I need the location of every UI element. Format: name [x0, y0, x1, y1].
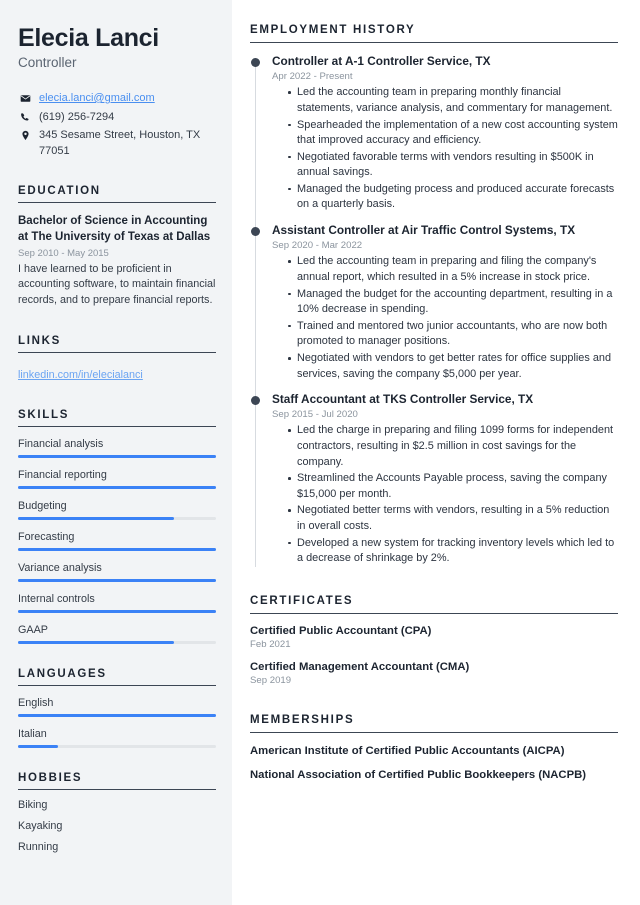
certificate-name: Certified Management Accountant (CMA): [250, 660, 470, 673]
job-bullet-list: [272, 85, 618, 213]
candidate-name: Elecia Lanci: [18, 24, 159, 52]
job-bullet: Led the accounting team in preparing and filing the company's annual report, which resulted in a 5% increase in stock price.: [288, 254, 618, 285]
skill-level-fill: [18, 641, 174, 644]
job-bullet-list: [272, 254, 618, 382]
sidebar: [0, 0, 232, 905]
skills-heading: SKILLS: [18, 409, 216, 427]
job-title: Controller at A-1 Controller Service, TX: [272, 54, 491, 68]
language-item: [18, 697, 216, 717]
skill-level-fill: [18, 486, 216, 489]
skill-level-track: [18, 641, 216, 644]
employment-history-heading: EMPLOYMENT HISTORY: [250, 24, 618, 43]
hobbies-list: [18, 799, 216, 853]
job-bullet: Negotiated better terms with vendors, resulting in a 5% reduction in overall costs.: [288, 503, 618, 534]
skill-item: [18, 562, 216, 582]
skill-item: [18, 469, 216, 489]
contact-email-row[interactable]: [18, 91, 216, 107]
skill-level-track: [18, 610, 216, 613]
skill-label: Financial reporting: [18, 468, 107, 481]
candidate-job-title: Controller: [18, 55, 77, 70]
skill-level-fill: [18, 517, 174, 520]
skill-level-track: [18, 486, 216, 489]
job-bullet: Negotiated with vendors to get better rates for office supplies and services, saving the company $5,000 per year.: [288, 351, 618, 382]
skill-level-fill: [18, 548, 216, 551]
memberships-list: [250, 745, 618, 781]
job-date: Sep 2020 - Mar 2022: [272, 240, 363, 252]
job-bullet: Managed the budget for the accounting department, resulting in a 10% decrease in spending.: [288, 287, 618, 318]
links-heading: LINKS: [18, 335, 216, 353]
hobby-item: Running: [18, 840, 59, 853]
map-pin-icon: [18, 128, 33, 141]
skill-item: [18, 593, 216, 613]
education-heading: EDUCATION: [18, 185, 216, 203]
language-label: English: [18, 696, 54, 709]
certificate-item: [250, 661, 618, 686]
job-bullet: Spearheaded the implementation of a new cost accounting system that improved accuracy and efficiency.: [288, 118, 618, 149]
job-entry: [250, 392, 618, 567]
hobbies-heading: HOBBIES: [18, 772, 216, 790]
skill-level-track: [18, 455, 216, 458]
hobby-item: Kayaking: [18, 819, 63, 832]
skill-level-fill: [18, 579, 216, 582]
contact-address-row: [18, 128, 216, 159]
envelope-icon: [18, 91, 33, 104]
language-level-track: [18, 714, 216, 717]
certificate-date: Feb 2021: [250, 638, 291, 650]
contact-email-text[interactable]: elecia.lanci@gmail.com: [39, 92, 155, 104]
job-bullet: Trained and mentored two junior accountants, who are now both promoted to manager positions.: [288, 319, 618, 350]
certificate-name: Certified Public Accountant (CPA): [250, 624, 432, 637]
main-content: [232, 0, 640, 905]
contact-address-text: 345 Sesame Street, Houston, TX 77051: [39, 129, 201, 157]
skill-item: [18, 438, 216, 458]
job-title: Assistant Controller at Air Traffic Control Systems, TX: [272, 223, 576, 238]
certificate-date: Sep 2019: [250, 674, 292, 686]
contact-phone-text: (619) 256-7294: [39, 110, 115, 123]
skill-level-track: [18, 579, 216, 582]
skill-level-track: [18, 517, 216, 520]
job-entry: [250, 54, 618, 213]
hobby-item: Biking: [18, 798, 48, 811]
job-bullet: Led the accounting team in preparing monthly financial statements, variance analysis, and commentary for management.: [288, 85, 618, 116]
membership-item: American Institute of Certified Public Accountants (AICPA): [250, 744, 565, 757]
skill-label: GAAP: [18, 623, 49, 636]
education-entry: [18, 214, 216, 308]
job-entry: [250, 223, 618, 382]
skill-label: Variance analysis: [18, 561, 102, 574]
links-list: [18, 365, 216, 383]
job-bullet-list: [272, 423, 618, 566]
contact-block: [18, 91, 216, 159]
job-bullet: Led the charge in preparing and filing 1099 forms for independent contractors, resulting in $2.5 million in cost savings for the company.: [288, 423, 618, 470]
certificates-list: [250, 625, 618, 686]
skill-level-track: [18, 548, 216, 551]
skill-label: Forecasting: [18, 530, 75, 543]
membership-item: National Association of Certified Public Bookkeepers (NACPB): [250, 768, 587, 781]
phone-icon: [18, 110, 33, 123]
employment-timeline: [250, 54, 618, 567]
contact-phone-row: [18, 110, 216, 126]
certificates-heading: CERTIFICATES: [250, 595, 618, 614]
job-title: Staff Accountant at TKS Controller Service, TX: [272, 392, 534, 407]
certificate-item: [250, 625, 618, 650]
job-bullet: Streamlined the Accounts Payable process, saving the company $15,000 per month.: [288, 471, 618, 502]
skills-list: [18, 438, 216, 644]
language-label: Italian: [18, 727, 47, 740]
skill-item: [18, 500, 216, 520]
skill-level-fill: [18, 455, 216, 458]
language-item: [18, 728, 216, 748]
skill-item: [18, 624, 216, 644]
skill-label: Internal controls: [18, 592, 95, 605]
skill-label: Financial analysis: [18, 437, 104, 450]
languages-list: [18, 697, 216, 748]
link-linkedin[interactable]: linkedin.com/in/elecialanci: [18, 368, 143, 381]
languages-heading: LANGUAGES: [18, 668, 216, 686]
skill-item: [18, 531, 216, 551]
job-bullet: Developed a new system for tracking inventory levels which led to a decrease of shrinkage by 2%.: [288, 536, 618, 567]
skill-label: Budgeting: [18, 499, 67, 512]
education-degree: Bachelor of Science in Accounting at The University of Texas at Dallas: [18, 215, 211, 244]
language-level-track: [18, 745, 216, 748]
language-level-fill: [18, 745, 58, 748]
language-level-fill: [18, 714, 216, 717]
job-date: Apr 2022 - Present: [272, 71, 353, 83]
memberships-heading: MEMBERSHIPS: [250, 714, 618, 733]
education-date: Sep 2010 - May 2015: [18, 247, 109, 259]
skill-level-fill: [18, 610, 216, 613]
job-date: Sep 2015 - Jul 2020: [272, 409, 358, 421]
education-description: I have learned to be proficient in accounting software, to maintain financial records, and to prepare financial reports.: [18, 262, 216, 306]
job-bullet: Managed the budgeting process and produced accurate forecasts on a quarterly basis.: [288, 182, 618, 213]
job-bullet: Negotiated favorable terms with vendors resulting in $500K in annual savings.: [288, 150, 618, 181]
